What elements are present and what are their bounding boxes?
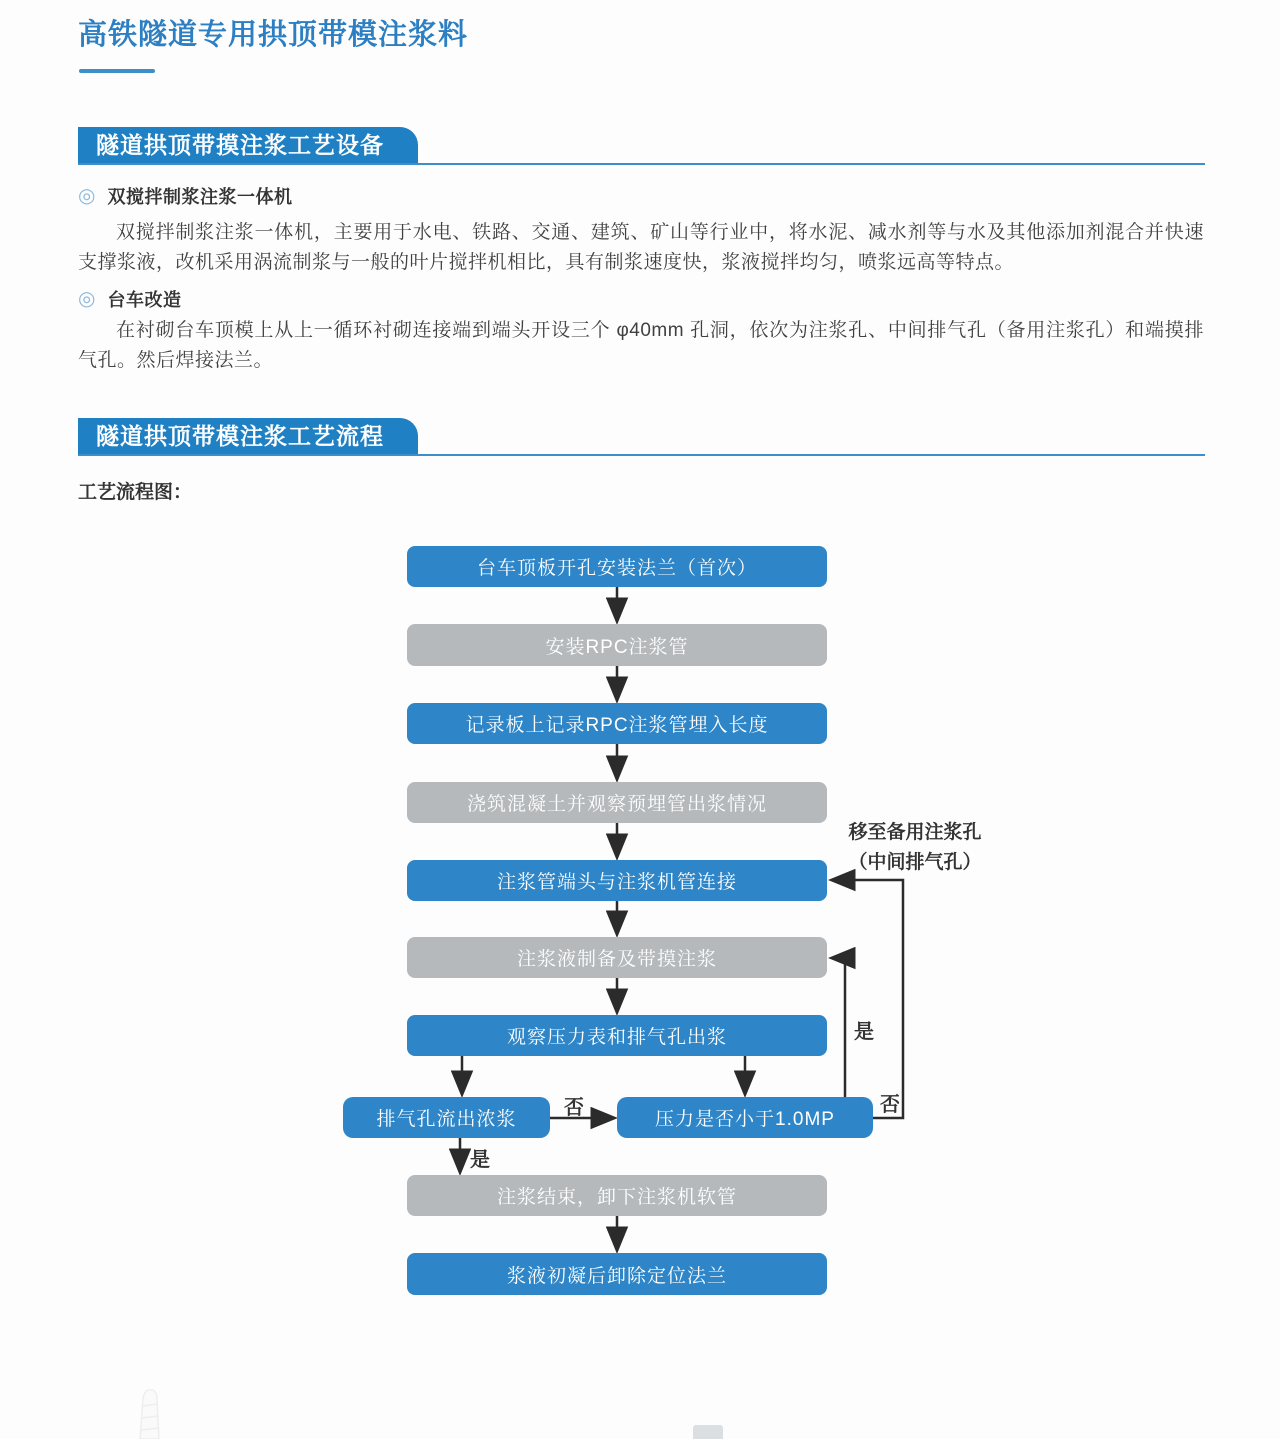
double-circle-bullet-icon: ◎ <box>78 185 96 207</box>
flow-node-pressure-check: 压力是否小于1.0MP <box>617 1097 873 1138</box>
equipment-item-heading: 双搅拌制浆注浆一体机 <box>107 187 293 207</box>
tower-watermark <box>122 1388 192 1439</box>
equipment-item-mixer <box>78 183 292 209</box>
flow-node-install-flange: 台车顶板开孔安装法兰（首次） <box>407 546 827 587</box>
title-underline <box>79 69 155 73</box>
flow-node-connect-pipe: 注浆管端头与注浆机管连接 <box>407 860 827 901</box>
flow-node-record-length: 记录板上记录RPC注浆管埋入长度 <box>407 703 827 744</box>
backup-hole-annotation <box>840 818 990 878</box>
flow-node-pour-concrete: 浇筑混凝土并观察预埋管出浆情况 <box>407 782 827 823</box>
flow-node-vent-thick-grout: 排气孔流出浓浆 <box>343 1097 550 1138</box>
annotation-line1: 移至备用注浆孔 <box>848 822 982 843</box>
edge-label-yes: 是 <box>470 1149 490 1171</box>
equipment-item-trolley <box>78 286 181 312</box>
section-header-process <box>78 418 1205 456</box>
flow-node-remove-flange: 浆液初凝后卸除定位法兰 <box>407 1253 827 1295</box>
diagram-label: 工艺流程图： <box>78 482 193 503</box>
section-tab-equipment: 隧道拱顶带摸注浆工艺设备 <box>78 127 418 163</box>
flow-node-prepare-grout: 注浆液制备及带摸注浆 <box>407 937 827 978</box>
edge-label-no: 否 <box>564 1097 584 1119</box>
footer-blob <box>693 1425 723 1439</box>
annotation-line2: （中间排气孔） <box>848 852 982 873</box>
section-header-equipment <box>78 127 1205 165</box>
flow-node-finish-grouting: 注浆结束，卸下注浆机软管 <box>407 1175 827 1216</box>
flow-node-install-rpc-pipe: 安装RPC注浆管 <box>407 624 827 666</box>
edge-label-yes-feedback: 是 <box>854 1021 874 1043</box>
equipment-item-heading: 台车改造 <box>107 290 182 310</box>
process-flowchart <box>0 530 1280 1360</box>
page-title: 高铁隧道专用拱顶带模注浆料 <box>78 19 469 51</box>
equipment-item-body: 在衬砌台车顶模上从上一循环衬砌连接端到端头开设三个 φ40mm 孔洞，依次为注浆孔、中间排气孔（备用注浆孔）和端摸排气孔。然后焊接法兰。 <box>78 320 1204 371</box>
edge-label-no-feedback: 否 <box>880 1094 900 1116</box>
equipment-item-body: 双搅拌制浆注浆一体机，主要用于水电、铁路、交通、建筑、矿山等行业中，将水泥、减水剂等与水及其他添加剂混合并快速支撑浆液，改机采用涡流制浆与一般的叶片搅拌机相比，具有制浆速度快，浆液搅拌均匀，喷浆远高等特点。 <box>78 222 1204 273</box>
section-tab-process: 隧道拱顶带模注浆工艺流程 <box>78 418 418 454</box>
double-circle-bullet-icon: ◎ <box>78 288 96 310</box>
flow-node-observe-pressure: 观察压力表和排气孔出浆 <box>407 1015 827 1056</box>
